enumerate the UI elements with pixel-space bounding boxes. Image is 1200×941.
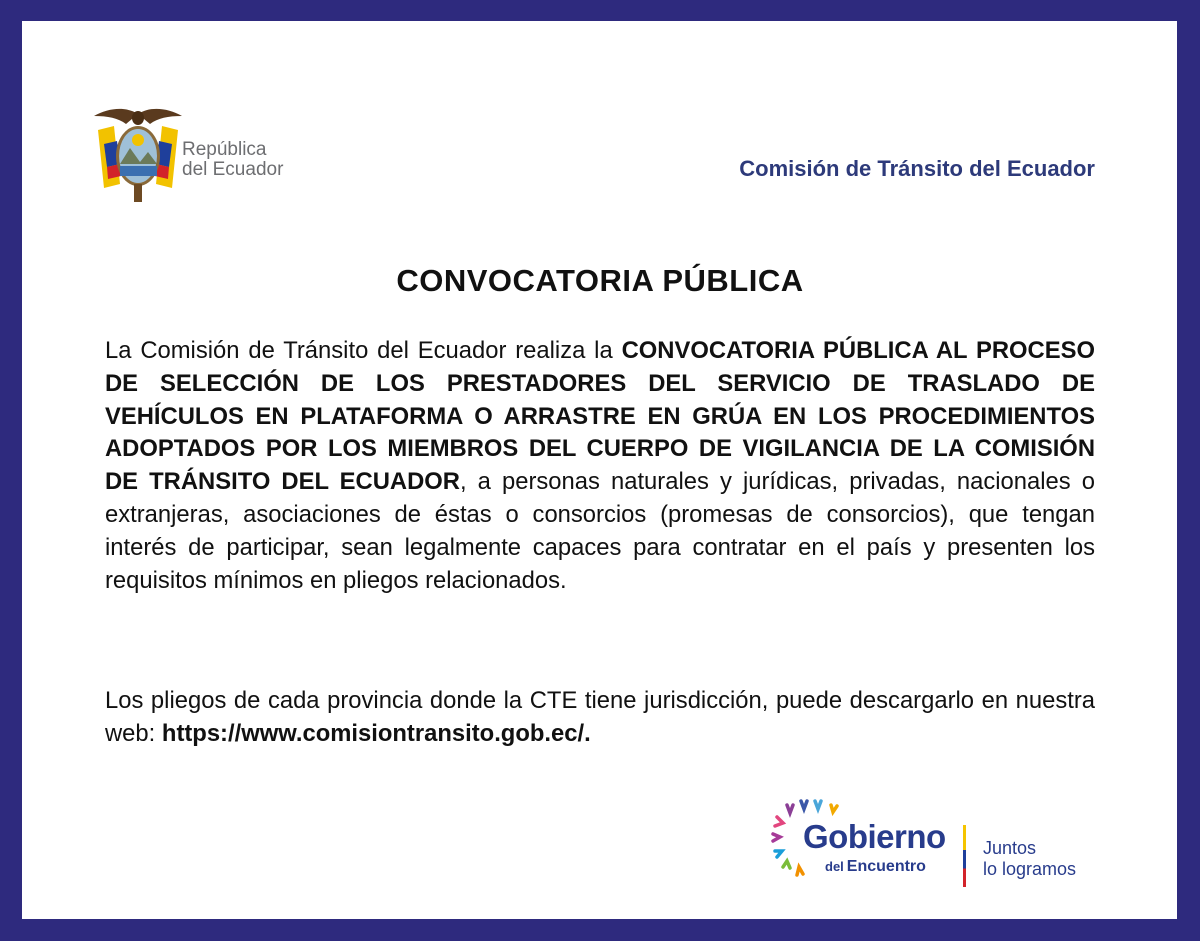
republic-line2: del Ecuador	[182, 159, 284, 180]
slogan	[983, 838, 1076, 880]
p1-bold-subject: CONVOCATORIA PÚBLICA AL PROCESO DE SELECCIÓN DE LOS PRESTADORES DEL SERVICIO DE TRASLADO DE VEHÍCULOS EN PLATAFORMA O ARRASTRE EN GRÚA EN LOS PROCEDIMIENTOS ADOPTADOS POR LOS MIEMBROS DEL CUERPO DE VIGILANCIA DE LA COMISIÓN DE TRÁNSITO DEL ECUADOR	[105, 337, 1095, 496]
tricolor-divider	[963, 825, 966, 887]
slogan-line1: Juntos	[983, 838, 1037, 858]
p1-rest: , a personas naturales y jurídicas, privadas, nacionales o extranjeras, asociaciones de éstas o consorcios (promesas de consorcios), que tengan interés de participar, sean legalmente capaces para contratar en el país y presenten los requisitos mínimos en pliegos relacionados.	[105, 468, 1095, 594]
paragraph-download	[105, 685, 1095, 751]
slogan-line2: lo logramos	[983, 859, 1077, 879]
paragraph-announcement	[105, 335, 1095, 597]
brand-encuentro: Encuentro	[846, 858, 926, 875]
notice-title: CONVOCATORIA PÚBLICA	[396, 263, 804, 298]
commission-name: Comisión de Tránsito del Ecuador	[739, 156, 1095, 181]
republic-label	[182, 140, 283, 180]
coat-of-arms-icon	[90, 104, 186, 206]
gobierno-logo	[765, 795, 1115, 895]
p1-intro: La Comisión de Tránsito del Ecuador realiza la	[105, 337, 613, 364]
brand-gobierno: Gobierno	[803, 818, 946, 855]
republic-line1: República	[182, 139, 267, 160]
brand-subtitle	[825, 858, 926, 876]
website-link[interactable]: https://www.comisiontransito.gob.ec/	[161, 719, 585, 747]
p2-intro: Los pliegos de cada provincia donde la CTE tiene jurisdicción, puede descargarlo en nuestra web:	[105, 687, 1095, 747]
brand-del: del	[825, 859, 844, 874]
p2-end: .	[584, 719, 591, 747]
